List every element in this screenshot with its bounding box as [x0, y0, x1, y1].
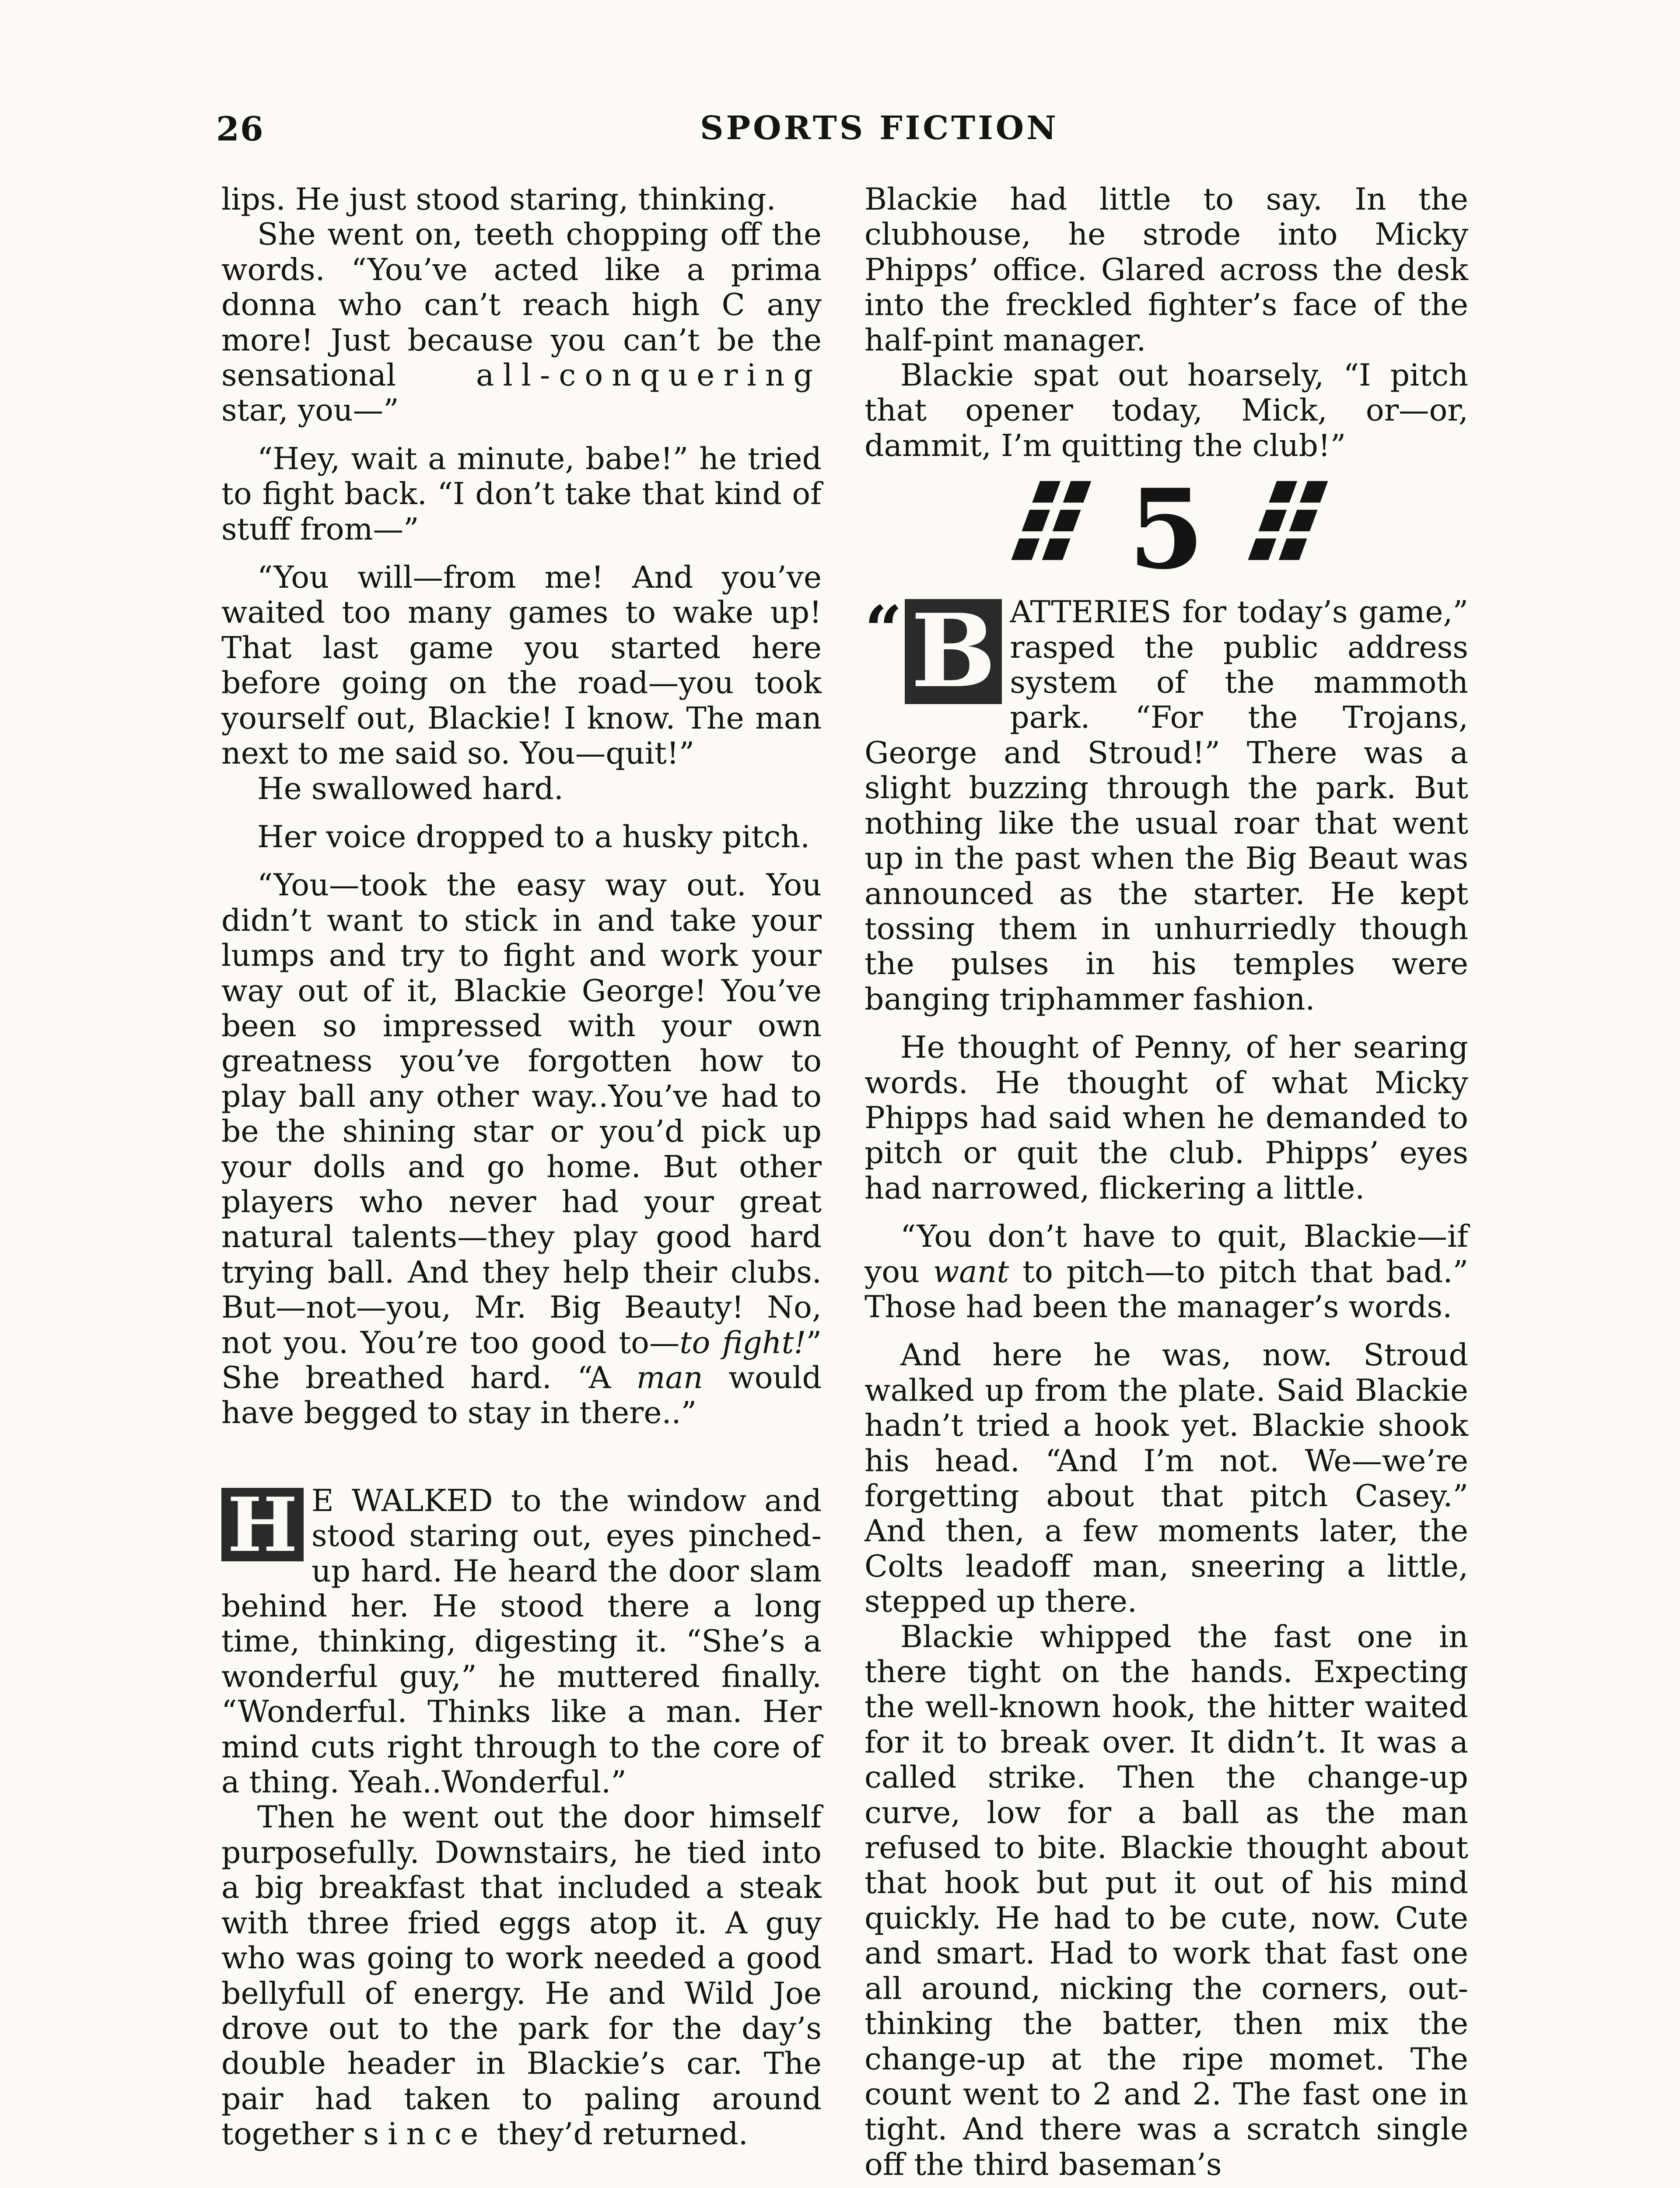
text: “You—took the easy way out. You didn’t want to stick in and take your lumps and try to fight and work your way out of it, Blackie George! You’ve been so impressed with your own greatness you’ve forgotten how to play ball any other way..You’ve had to be the shining star or you’d pick up your dolls and go home. But other players who never had your great natural talents—they play good hard trying ball. And they help their clubs. But—not—you, Mr. Big Beauty! No, not you. You’re too good to— [221, 867, 822, 1360]
paragraph [221, 217, 822, 428]
right-column [864, 182, 1468, 2182]
ornament-icon: ⠿ [984, 465, 1113, 594]
text: ATTERIES for today’s game,” rasped the public address system of the mammoth park. “For the Trojans, George and Stroud!” There was a slight buzzing through the park. But nothing like the usual roar that went up in the past when the Big Beaut was announced as the starter. He kept tossing them in unhurriedly though the pulses in his temples were banging triphammer fashion. [864, 594, 1468, 1017]
paragraph: “Hey, wait a minute, babe!” he tried to fight back. “I don’t take that kind of stuff from—” [221, 441, 822, 547]
paragraph: He thought of Penny, of her searing words. He thought of what Micky Phipps had said when he demanded to pitch or quit the club. Phipps’ eyes had narrowed, flickering a little. [864, 1030, 1468, 1206]
spaced-text: all-conquering [476, 358, 822, 393]
paragraph: Her voice dropped to a husky pitch. [257, 819, 810, 855]
paragraph [864, 1219, 1468, 1325]
drop-cap: H [221, 1488, 304, 1561]
ornament-icon: ⠿ [1220, 465, 1350, 594]
italic-text: to fight! [679, 1325, 806, 1360]
paragraph [221, 1483, 822, 1800]
paragraph: lips. He just stood staring, thinking. [221, 182, 776, 217]
open-quote: “ [864, 592, 903, 669]
paragraph: “You will—from me! And you’ve waited too many games to wake up! That last game you started here before going on the road—you took yourself out, Blackie! I know. The man next to me said so. You—quit!” [221, 560, 822, 771]
paragraph [864, 592, 1468, 1017]
text: She went on, teeth chopping off the words. “You’ve acted like a prima donna who can’t reach high C any more! Just because you can’t be the sensational [221, 217, 822, 393]
text: E WALKED to the window and stood staring out, eyes pinched-up hard. He heard the door slam behind her. He stood there a long time, thinking, digesting it. “She’s a wonderful guy,” he muttered finally. “Wonderful. Thinks like a man. Her mind cuts right through to the core of a thing. Yeah..Wonderful.” [221, 1483, 822, 1800]
italic-text: want [933, 1254, 1009, 1290]
paragraph: Blackie had little to say. In the clubhouse, he strode into Micky Phipps’ office. Glared across the desk into the freckled fighter’s face of the half-pint manager. [864, 182, 1468, 358]
spaced-text: since [363, 2116, 487, 2152]
text: to pitch—to pitch that bad.” Those had been the manager’s words. [864, 1254, 1469, 1325]
text: they’d returned. [497, 2116, 748, 2152]
chapter-number: 5 [1128, 465, 1204, 594]
text: Then he went out the door himself purposefully. Downstairs, he tied into a big breakfast that included a steak with three fried eggs atop it. A guy who was going to work needed a good bellyfull of energy. He and Wild Joe drove out to the park for the day’s double header in Blackie’s car. The pair had taken to paling around together [221, 1799, 822, 2152]
paragraph: Blackie whipped the fast one in there tight on the hands. Expecting the well-known hook, the hitter waited for it to break over. It didn’t. It was a called strike. Then the change-up curve, low for a ball as the man refused to bite. Blackie thought about that hook but put it out of his mind quickly. He had to be cute, now. Cute and smart. Had to work that fast one all around, nicking the corners, out-thinking the batter, then mix the change-up at the ripe momet. The count went to 2 and 2. The fast one in tight. And there was a scratch single off the third baseman’s [864, 1619, 1468, 2182]
italic-text: man [636, 1360, 703, 1396]
text: star, you—” [221, 393, 399, 428]
paragraph: Blackie spat out hoarsely, “I pitch that opener today, Mick, or—or, dammit, I’m quitting the club!” [864, 358, 1468, 463]
page-number: 26 [216, 109, 264, 148]
text: would have begged to stay in there..” [221, 1360, 822, 1431]
running-head: SPORTS FICTION [700, 109, 1059, 147]
paragraph: And here he was, now. Stroud walked up from the plate. Said Blackie hadn’t tried a hook yet. Blackie shook his head. “And I’m not. We—we’re forgetting about that pitch Casey.” And then, a few moments later, the Colts leadoff man, sneering a little, stepped up there. [864, 1337, 1468, 1620]
drop-cap: B [905, 599, 1002, 704]
text: ” She breathed hard. “A [221, 1325, 822, 1396]
paragraph [221, 868, 822, 1431]
paragraph [221, 1800, 822, 2152]
chapter-heading [864, 463, 1468, 595]
paragraph: He swallowed hard. [257, 771, 564, 806]
left-column [221, 182, 822, 2152]
text: “You don’t have to quit, Blackie—if you [864, 1219, 1468, 1290]
